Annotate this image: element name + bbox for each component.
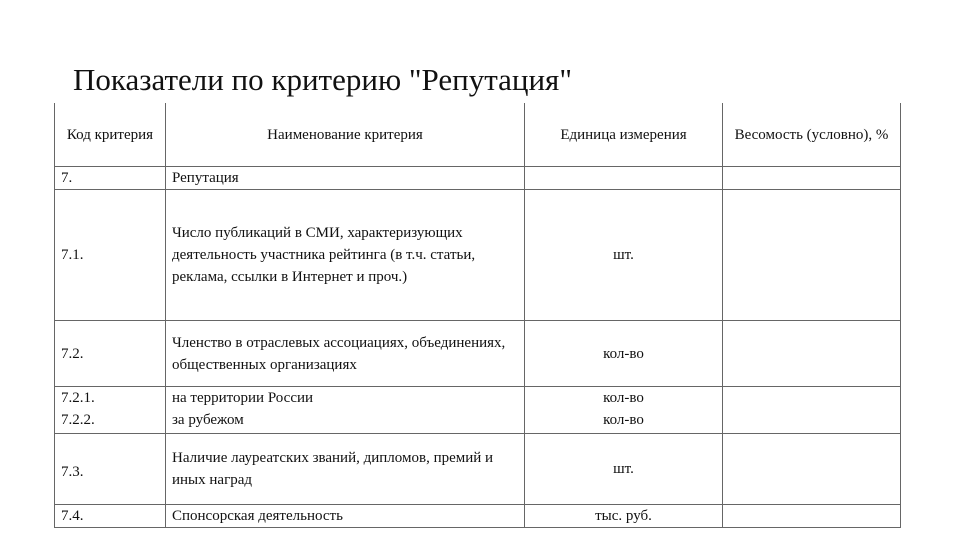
table-header-row <box>55 103 901 167</box>
header-code: Код критерия <box>55 103 166 167</box>
table-row <box>55 387 901 434</box>
table-row <box>55 321 901 387</box>
sub-name: на территории России <box>172 390 314 406</box>
row-name: Репутация <box>166 167 525 190</box>
row-unit: шт. <box>525 434 723 505</box>
row-name: Членство в отраслевых ассоциациях, объединениях, общественных организациях <box>166 321 525 387</box>
row-name: Число публикаций в СМИ, характеризующих деятельность участника рейтинга (в т.ч. статьи, реклама, ссылки в Интернет и проч.) <box>166 190 525 321</box>
table-row <box>55 505 901 528</box>
row-code: 7.3. <box>55 434 166 505</box>
page-title: Показатели по критерию "Репутация" <box>73 62 572 97</box>
header-weight: Весомость (условно), % <box>723 103 901 167</box>
sub-unit: кол-во <box>603 412 644 428</box>
row-name: Спонсорская деятельность <box>166 505 525 528</box>
header-name: Наименование критерия <box>166 103 525 167</box>
row-code: 7.1. <box>55 190 166 321</box>
table-row <box>55 167 901 190</box>
sub-code: 7.2.1. <box>61 390 95 406</box>
row-code: 7.4. <box>55 505 166 528</box>
row-name <box>166 387 525 434</box>
row-unit: шт. <box>525 190 723 321</box>
row-unit: кол-во <box>525 321 723 387</box>
row-unit <box>525 387 723 434</box>
sub-unit: кол-во <box>603 390 644 406</box>
sub-code: 7.2.2. <box>61 412 95 428</box>
header-unit: Единица измерения <box>525 103 723 167</box>
row-weight <box>723 321 901 387</box>
row-weight <box>723 167 901 190</box>
row-weight <box>723 190 901 321</box>
row-weight <box>723 434 901 505</box>
row-unit <box>525 167 723 190</box>
criteria-table <box>54 103 901 528</box>
row-unit: тыс. руб. <box>525 505 723 528</box>
row-code <box>55 387 166 434</box>
table-row <box>55 190 901 321</box>
row-code: 7.2. <box>55 321 166 387</box>
row-name: Наличие лауреатских званий, дипломов, премий и иных наград <box>166 434 525 505</box>
row-weight <box>723 505 901 528</box>
table-row <box>55 434 901 505</box>
row-weight <box>723 387 901 434</box>
sub-name: за рубежом <box>172 412 244 428</box>
row-code: 7. <box>55 167 166 190</box>
